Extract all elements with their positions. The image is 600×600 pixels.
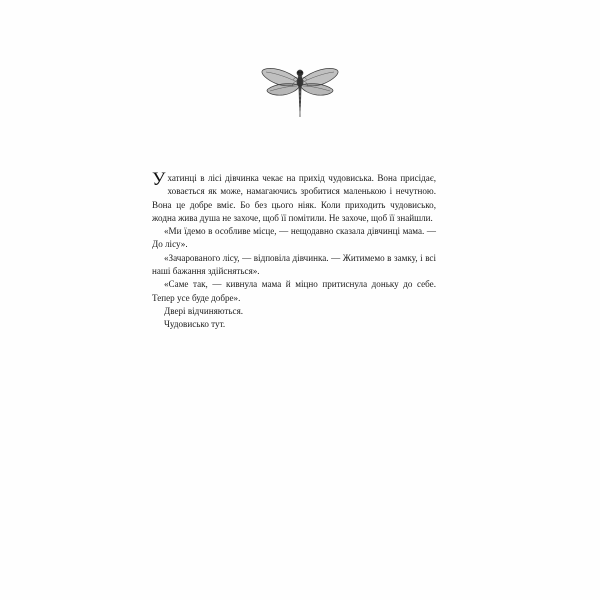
paragraph-4: «Саме так, — кивнула мама й міцно притиснула доньку до себе. Тепер усе буде добре». [152,279,436,303]
paragraph-2: «Ми їдемо в особливе місце, — нещодавно сказала дівчинці мама. — До лісу». [152,226,436,250]
body-text [152,169,436,332]
drop-cap: У [152,169,166,190]
paragraph-1 [152,169,436,225]
dragonfly-ornament [0,56,600,126]
paragraph-3: «Зачарованого лісу, — відповіла дівчинка. — Житимемо в замку, і всі наші бажання здійсняться». [152,252,436,277]
paragraph-6: Чудовисько тут. [164,319,226,330]
paragraph-5: Двері відчиняються. [164,305,244,316]
paragraph-1-text: хатинці в лісі дівчинка чекає на прихід чудовиська. Вона присідає, ховається як може, намагаючись зробитися маленькою і нечутною. Вона це добре вміє. Бо без цього ніяк. Коли приходить чудовисько, жодна жива душа не захоче, щоб її помітили. Не захоче, щоб її знайшли. [152,173,436,223]
